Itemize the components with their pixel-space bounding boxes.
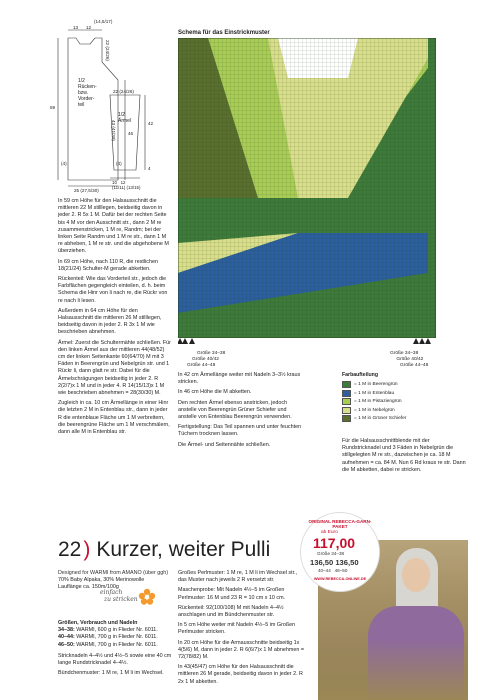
size-name: 34–38:	[58, 627, 75, 634]
price-badge	[300, 512, 380, 592]
diagram-length: 43 (41/39)	[111, 120, 117, 141]
section-number: 22	[58, 538, 82, 561]
paragraph: Die Ärmel- und Seitennähte schließen.	[178, 441, 271, 448]
size-label: Größe 44–48	[187, 363, 216, 368]
easy-badge	[100, 590, 160, 618]
diagram-top-width: 12	[86, 25, 92, 30]
sleeve-length: 4	[148, 166, 151, 171]
label-line: Rücken-	[78, 84, 97, 90]
grass	[318, 640, 468, 700]
right-column-text	[342, 438, 466, 477]
size-label: Größe 40/42	[192, 357, 219, 362]
size-label-right	[390, 351, 429, 369]
size-label: Größe 40/42	[396, 357, 424, 362]
swatch-icon	[342, 407, 351, 414]
paragraph: In 5 cm Höhe weiter mit Nadeln 4½–5 im Großen Perlmuster stricken.	[178, 622, 296, 636]
flower-icon	[138, 588, 156, 606]
paragraph: Ärmel: Zuerst die Schultermähte schließen. Für den linken Ärmel aus der mittleren 44(48/52) cm der linken Seitenkante 60(64/70) M mit 3 Fäden in Beerengrün und Nebelgrün str. und 1 Rückr li, dann glatt re str. Dabei für die Ärmelschrägungen beidseitig in jeder 2. R 2(2/7)x 1 M und in jeder 4. R 14(15/13)x 1 M wie beschrieben abnehmen = 28(30/30) M.	[58, 339, 171, 397]
legend-title: Farbaufteilung	[342, 372, 379, 378]
label-line: bzw.	[78, 90, 89, 96]
legend-label: = 1 M in Nebelgrün	[354, 407, 395, 413]
size-row	[58, 642, 176, 649]
badge-size: Größe 34–38	[317, 551, 345, 556]
yarn-length: Lauflänge ca. 150m/100g	[58, 584, 119, 591]
badge-line: einfach	[100, 589, 123, 596]
diagram-marker: (4)	[61, 161, 67, 166]
legend-item	[342, 390, 462, 397]
size-name: 46–50:	[58, 641, 75, 648]
swatch-icon	[342, 415, 351, 422]
diagram-bottom-width: 25 (27,5/30)	[74, 188, 99, 193]
size-row	[58, 634, 176, 641]
legend-label: = 1 M in Grüner Schiefer	[354, 416, 407, 422]
label-line: 1/2	[118, 112, 125, 118]
paragraph: In 43(45/47) cm Höhe für den Halsausschnitt die mittleren 26 M gerade, beidseitig davon in jeder 2. R 2x 1 M abketten.	[178, 664, 303, 685]
color-legend	[342, 372, 462, 424]
sleeve-bottom	[112, 180, 140, 190]
size-arrows	[178, 338, 436, 352]
paragraph: Für die Halsausschnittblende mit der Rundstricknadel und 3 Fäden in Nebelgrün die stillgelegten M re str., dazwischen je ca. 18 M aufnehmen = ca. 84 M. Nun 6 Rd kraus re str. Dann die M abketten, dabei re stricken.	[342, 438, 466, 473]
sleeve-marker: (4)	[116, 161, 122, 166]
size-text: WARMI, 600 g in Flieder Nr. 6011.	[76, 627, 158, 634]
legend-item	[342, 407, 462, 414]
swatch-icon	[342, 381, 351, 388]
badge-prices: 136,50 136,50	[310, 558, 359, 567]
legend-label: = 1 M in Beerengrün	[354, 382, 398, 387]
label-line: Ärmel	[118, 118, 132, 124]
badge-web: WWW.REBECCA-ONLINE.DE	[313, 577, 367, 581]
paragraph: Den rechten Ärmel ebenso anstricken, jedoch anstelle von Beerengrün Grüner Schiefer und anstelle von Entenblau Beerengrün verwenden.	[178, 399, 292, 421]
diagram-top-width: 13	[73, 25, 79, 30]
sizes-block	[58, 620, 176, 677]
badge-line: zu stricken	[104, 595, 138, 603]
paragraph: Fertigstellung: Das Teil spannen und unter feuchten Tüchern trocknen lassen.	[178, 424, 302, 438]
legend-item	[342, 398, 462, 405]
label-line: teil	[78, 102, 85, 108]
label-line: 1/2	[78, 78, 85, 84]
mid-column-text	[178, 372, 306, 452]
badge-arc: ORIGINAL REBECCA-GARN-PAKET	[308, 519, 372, 529]
diagram-top-width: (14,5/17)	[94, 19, 113, 24]
sleeve-length: 46	[128, 131, 134, 136]
left-column-text	[58, 198, 172, 439]
face	[402, 558, 430, 592]
size-text: WARMI, 700 g in Flieder Nr. 6011.	[76, 641, 158, 648]
paragraph: In 20 cm Höhe für die Armausschnitte beidseitig 1x 4(5/6) M, dann in jeder 2. R 6(6/7)x 1 M abnehmen = 72(78/82) M.	[178, 639, 304, 661]
paragraph: Zugleich in ca. 10 cm Ärmellänge in einer Hinr die letzten 2 M in Entenblau str., dann in jeder R die entenblaue Fläche um 1 M verbreitern, die beerengrüne Fläche um 1 M verschmälern, dann alle M in Entenblau str.	[58, 400, 170, 436]
legend-label: = 1 M in Entenblau	[354, 390, 395, 396]
composition: 70% Baby Alpaka, 30% Merinowolle	[58, 577, 145, 584]
needles: Stricknadeln 4–4½ und 4½–5 sowie eine 40 cm lange Rundstricknadel 4–4½.	[58, 652, 172, 667]
paragraph: Außerdem in 64 cm Höhe für den Halsausschnitt die mittleren 26 M stilllegen, beidseitig davon in jeder 2. R 3x 1 M wie beschrieben abnehmen.	[58, 307, 162, 336]
paragraph: In 46 cm Höhe die M abketten.	[178, 389, 252, 396]
knitting-chart	[178, 38, 436, 338]
instructions-column	[178, 570, 306, 689]
size-row	[58, 627, 176, 634]
paragraph: Rückenteil: Wie das Vorderteil str., jedoch die Farbflächen gegengleich einteilen, d. h. beim Schema die Hinr von li nach re, die Rückr von re nach li lesen.	[58, 276, 168, 304]
sleeve-label	[118, 112, 131, 124]
legend-item	[342, 381, 462, 388]
sleeve-length: 42	[148, 121, 154, 126]
diagram-piece-label	[78, 78, 97, 108]
section-title: Kurzer, weiter Pulli	[96, 538, 271, 561]
badge-ab: ab Euro	[321, 530, 338, 535]
legend-label: = 1 M in Pistaziengrün	[354, 399, 402, 405]
heading-divider: )	[83, 538, 91, 561]
label-line: Vorder-	[78, 96, 95, 102]
sleeve-top-width: 22 (24/26)	[113, 89, 134, 94]
size-label: Größe 34–38	[197, 351, 226, 356]
size-label: Größe 44–48	[400, 363, 429, 368]
paragraph: In 42 cm Ärmellänge weiter mit Nadeln 3–3½ kraus stricken.	[178, 372, 301, 386]
sizes-heading: Größen, Verbrauch und Nadeln	[58, 620, 138, 626]
paragraph: In 69 cm Höhe, nach 110 R, die restlichen 18(21/24) Schulter-M gerade abketten.	[58, 258, 158, 272]
legend-item	[342, 415, 462, 422]
size-text: WARMI, 700 g in Flieder Nr. 6011.	[76, 634, 158, 641]
designed-for: Designed for WARMI from AMANO (über ggh)	[58, 570, 169, 576]
sleeve-bottom-a: 10	[112, 180, 117, 185]
paragraph: Rückenteil: 92(100/108) M mit Nadeln 4–4½ anschlagen und im Bündchenmuster str.	[178, 604, 284, 619]
bundchen: Bündchenmuster: 1 M re, 1 M li im Wechsel.	[58, 670, 164, 677]
paragraph: In 59 cm Höhe für den Halsausschnitt die mittleren 22 M stilllegen, beidseitig davon in jeder 2. R 5x 1 M. Dafür bei der rechten Seite bis 4 M vor den Ausschnitt str., dann 2 M re zusammenstricken, 1 M re, Randm; bei der linken Seite Randm und 1 M re str., dann 1 M re abheben, 1 M re str. und die abgehobene M überziehen.	[58, 198, 169, 255]
paragraph: Maschenprobe: Mit Nadeln 4½–5 im Großen Perlmuster: 16 M und 23 R = 10 cm x 10 cm.	[178, 587, 286, 601]
swatch-icon	[342, 390, 351, 397]
badge-price: 117,00	[313, 535, 356, 551]
sleeve-bottom-c: (11/11)	[112, 185, 126, 191]
badge-sizes: 40–44 46–50	[318, 568, 348, 573]
size-name: 40–44:	[58, 634, 75, 641]
section-heading	[58, 538, 270, 562]
size-label: Größe 34–38	[390, 351, 419, 356]
diagram-length: 22 (24/26)	[105, 40, 111, 61]
paragraph: Großes Perlmuster: 1 M re, 1 M li im Wechsel str., das Muster nach jeweils 2 R versetzt str.	[178, 570, 298, 584]
chart-title: Schema für das Einstrickmuster	[178, 30, 270, 36]
sleeve-bottom-b: 12	[120, 180, 126, 185]
swatch-icon	[342, 398, 351, 405]
size-label-left	[187, 351, 226, 369]
diagram-length: 59	[50, 105, 56, 110]
sleeve-bottom-d: (13/15)	[126, 185, 141, 191]
